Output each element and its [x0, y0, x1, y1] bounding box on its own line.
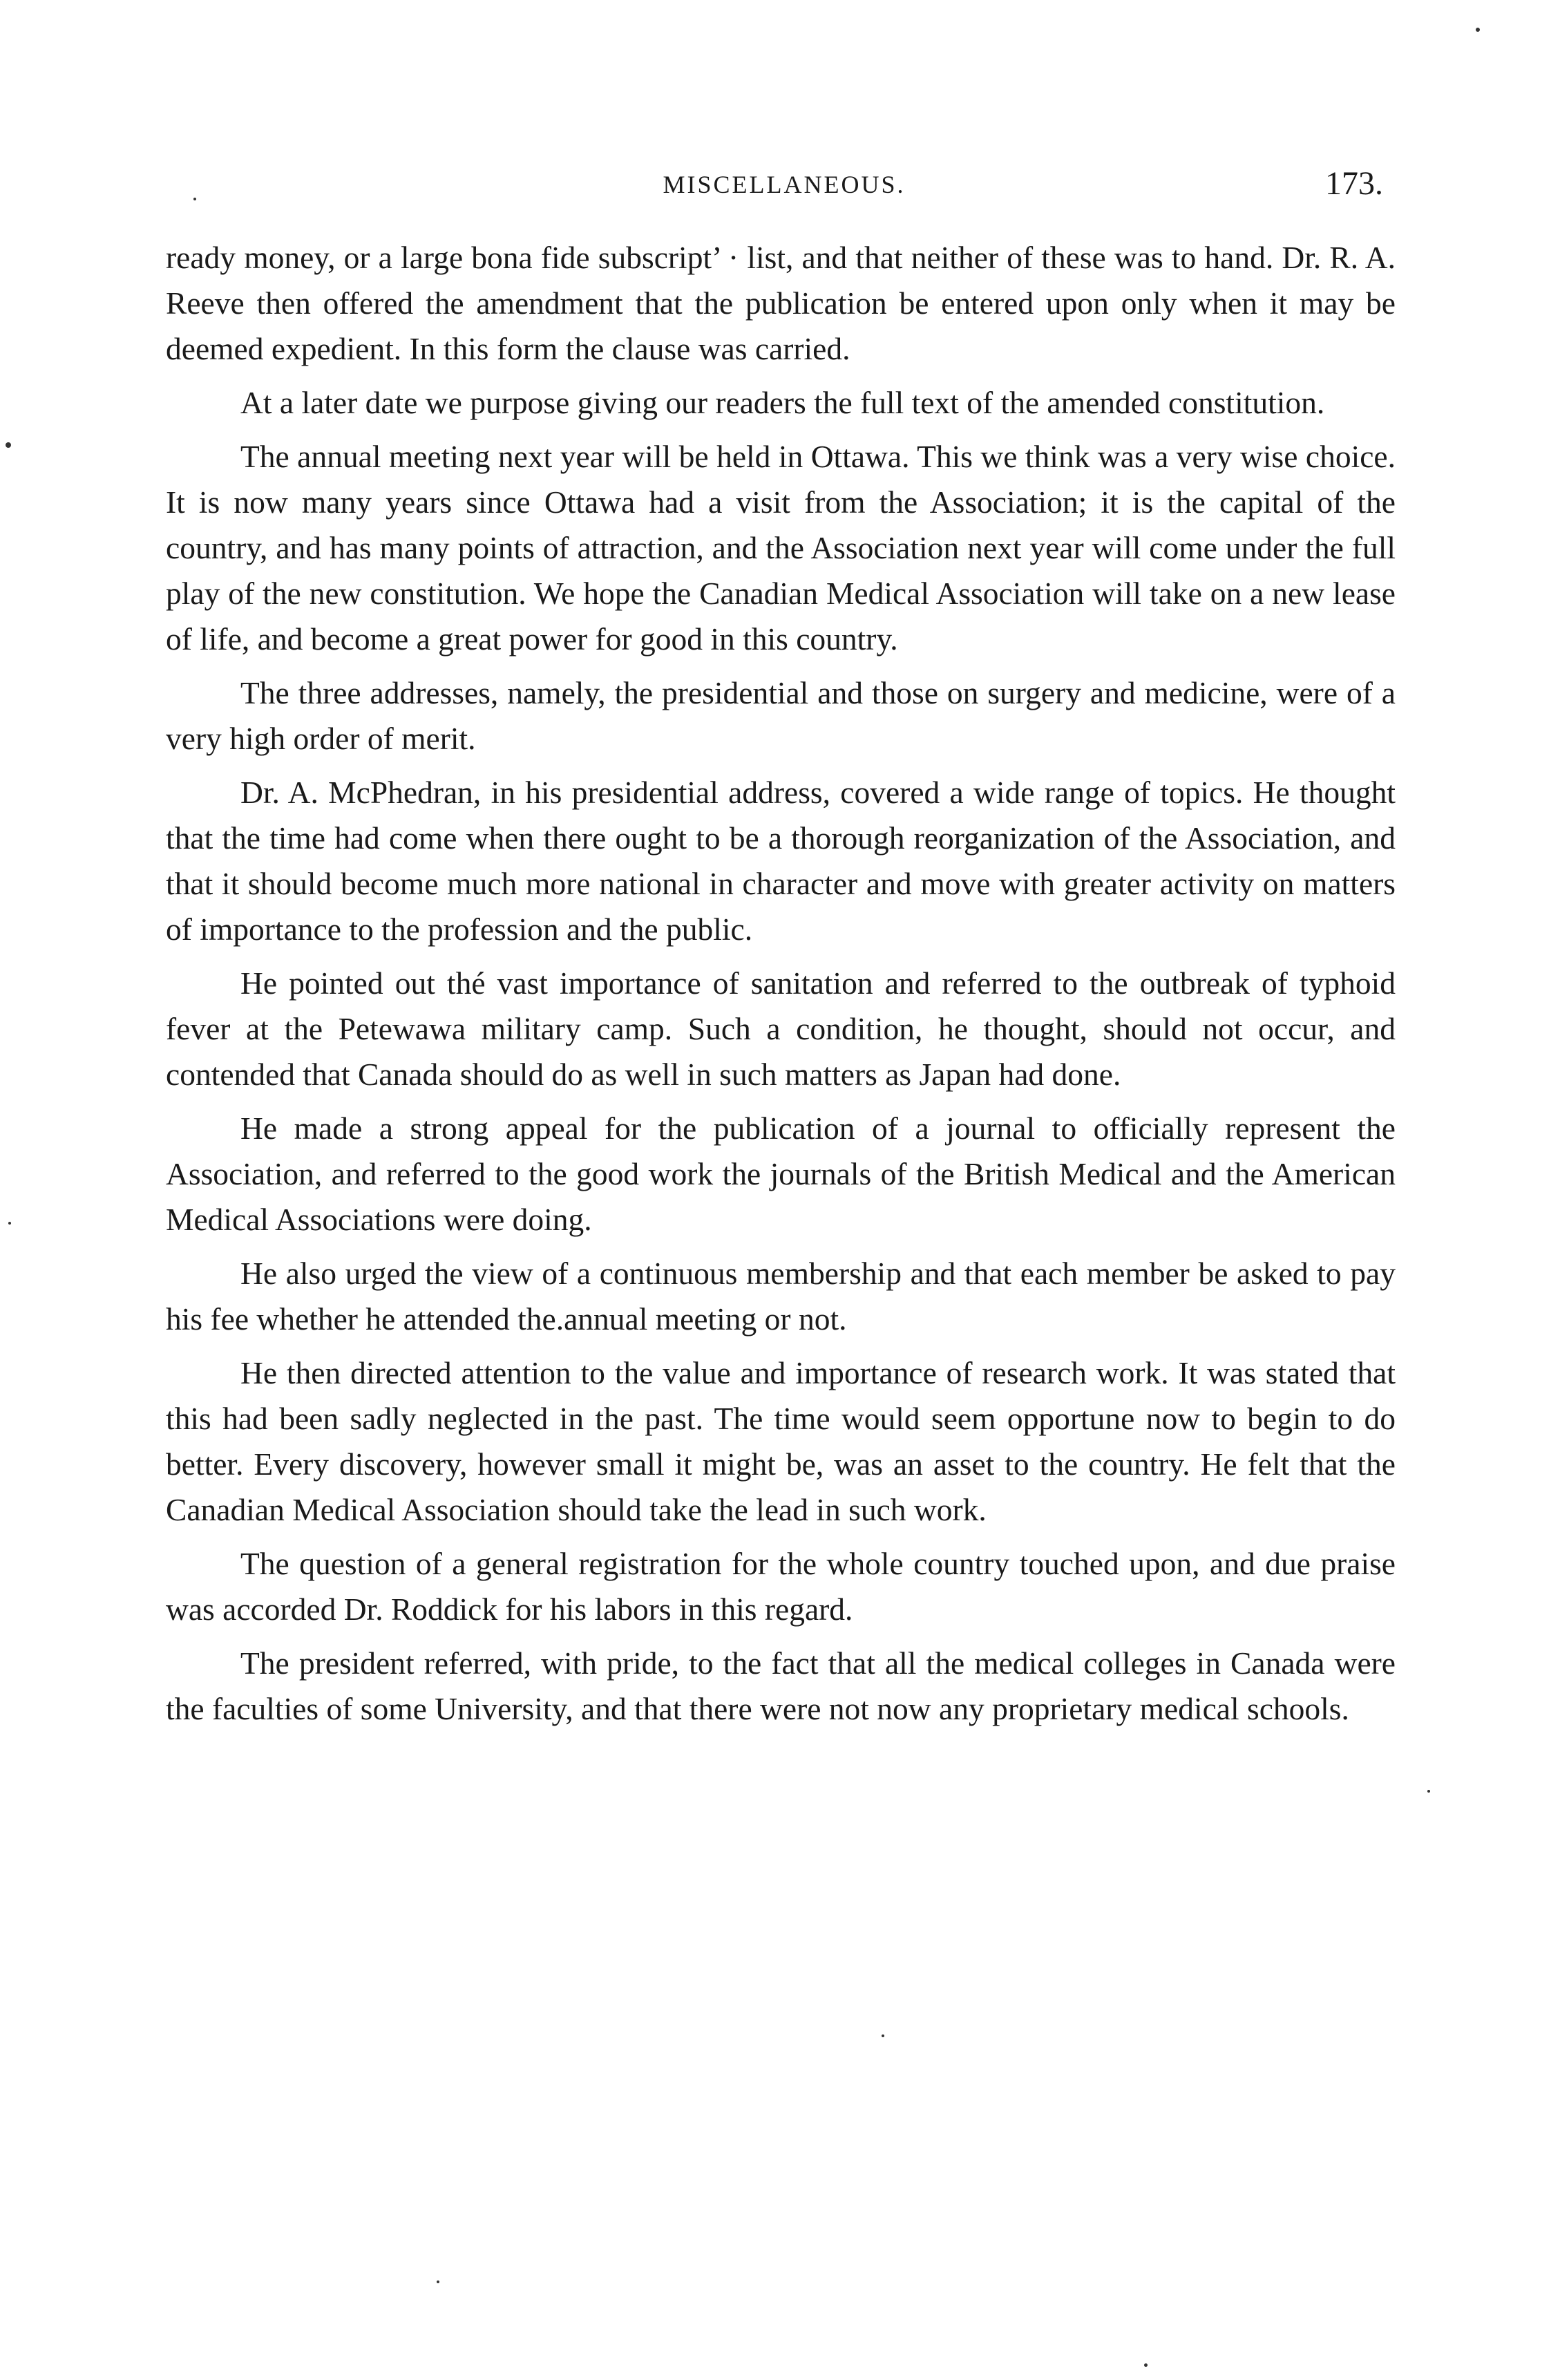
scan-speck: [8, 1222, 11, 1225]
scan-speck: [6, 442, 11, 448]
paragraph-research: He then directed attention to the value and importance of research work. It was stated that this had been sadly neglected in the past. The time would seem opportune now to begin to do better. Every discovery, however small it might be, was an asset to the country. He felt that the Canadian Medical Association should take the lead in such work.: [166, 1355, 1396, 1527]
paragraph-presidential-address: Dr. A. McPhedran, in his presidential address, covered a wide range of topics. He thought that the time had come when there ought to be a thorough reorganization of the Association, and that it should become much more national in character and move with greater activity on matters of importance to the profession and the public.: [166, 775, 1396, 947]
paragraph-three-addresses: The three addresses, namely, the presidential and those on surgery and medicine, were of a very high order of merit.: [166, 675, 1396, 756]
page-number: 173.: [1325, 165, 1383, 202]
paragraph-registration: The question of a general registration for the whole country touched upon, and due praise was accorded Dr. Roddick for his labors in this regard.: [166, 1546, 1396, 1627]
running-title: MISCELLANEOUS.: [663, 171, 906, 198]
paragraph-sanitation: He pointed out thé vast importance of sanitation and referred to the outbreak of typhoid fever at the Petewawa military camp. Such a condition, he thought, should not occur, and contended that Canada should do as well in such matters as Japan had done.: [166, 965, 1396, 1092]
paragraph-membership: He also urged the view of a continuous membership and that each member be asked to pay his fee whether he attended the.annual meeting or not.: [166, 1256, 1396, 1337]
scan-speck: [1144, 2363, 1148, 2367]
scan-speck: [1476, 28, 1480, 32]
running-head: [166, 164, 1402, 206]
scan-speck: [437, 2280, 439, 2283]
scan-speck: [882, 2034, 884, 2037]
paragraph-medical-colleges: The president referred, with pride, to the fact that all the medical colleges in Canada were the faculties of some University, and that there were not now any proprietary medical schools.: [166, 1645, 1396, 1726]
scan-speck: [193, 198, 196, 200]
paragraph-journal-appeal: He made a strong appeal for the publication of a journal to officially represent the Association, and referred to the good work the journals of the British Medical and the American Medical Associations were doing.: [166, 1111, 1396, 1237]
scan-speck: [1427, 1790, 1430, 1793]
paragraph-continuation: ready money, or a large bona fide subscript’ · list, and that neither of these was to hand. Dr. R. A. Reeve then offered the amendment that the publication be entered upon only when it may be deemed expedient. In this form the clause was carried.: [166, 240, 1396, 366]
paragraph-constitution-text: At a later date we purpose giving our readers the full text of the amended constitution.: [240, 385, 1325, 420]
article-body: [166, 235, 1396, 1740]
paragraph-annual-meeting: The annual meeting next year will be held in Ottawa. This we think was a very wise choice. It is now many years since Ottawa had a visit from the Association; it is the capital of the country, and has many points of attraction, and the Association next year will come under the full play of the new constitution. We hope the Canadian Medical Association will take on a new lease of life, and become a great power for good in this country.: [166, 439, 1396, 657]
